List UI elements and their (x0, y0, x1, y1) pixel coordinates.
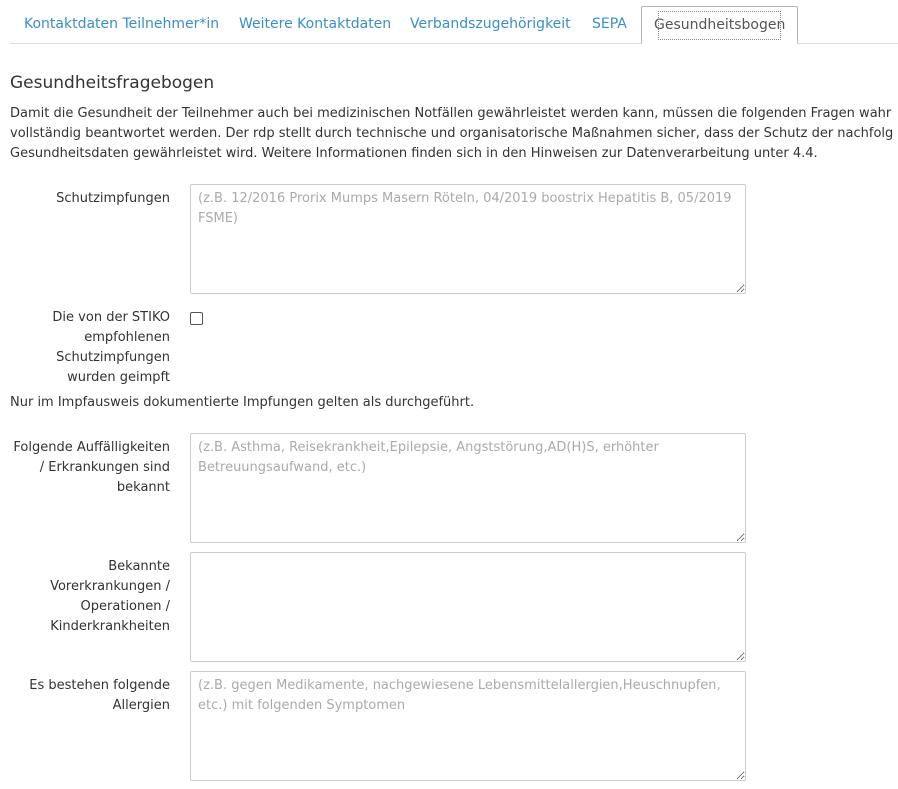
preexisting-label-line: Kinderkrankheiten (50, 619, 170, 634)
tab-weitere-kontaktdaten[interactable]: Weitere Kontaktdaten (239, 16, 392, 32)
stiko-checkbox[interactable] (190, 312, 203, 325)
vaccinations-label (56, 189, 170, 209)
conditions-label-line: Folgende Auffälligkeiten (13, 440, 170, 455)
tab-gesundheitsbogen-label: Gesundheitsbogen (654, 7, 785, 44)
preexisting-label-line: Operationen / (80, 599, 170, 614)
section-title: Gesundheitsfragebogen (10, 73, 215, 93)
preexisting-label-line: Bekannte (108, 559, 170, 574)
tab-bar (10, 6, 898, 44)
intro-text (10, 104, 898, 164)
vaccinations-input[interactable] (190, 184, 746, 294)
allergies-label-line: Es bestehen folgende (29, 678, 170, 693)
preexisting-input[interactable] (190, 552, 746, 662)
conditions-label-line: / Erkrankungen sind (39, 460, 170, 475)
stiko-label-line: wurden geimpft (67, 370, 170, 385)
preexisting-label (50, 557, 170, 637)
tab-sepa[interactable]: SEPA (592, 16, 627, 32)
intro-line: vollständig beantwortet werden. Der rdp stellt durch technische und organisatorische Maßnahmen sicher, dass der Schutz der nachfolg (10, 126, 894, 141)
conditions-label (13, 438, 170, 498)
conditions-input[interactable] (190, 433, 746, 543)
stiko-label-line: empfohlenen (84, 330, 170, 345)
vaccinations-label-text: Schutzimpfungen (56, 191, 170, 206)
conditions-label-line: bekannt (116, 480, 170, 495)
tab-kontaktdaten-teilnehmer[interactable]: Kontaktdaten Teilnehmer*in (24, 16, 220, 32)
stiko-label-line: Schutzimpfungen (56, 350, 170, 365)
tab-verbandszugehoerigkeit[interactable]: Verbandszugehörigkeit (410, 16, 571, 32)
stiko-label-line: Die von der STIKO (52, 310, 170, 325)
intro-line: Gesundheitsdaten gewährleistet wird. Weitere Informationen finden sich in den Hinweisen zur Datenverarbeitung unter 4.4. (10, 146, 818, 161)
vaccination-note: Nur im Impfausweis dokumentierte Impfungen gelten als durchgeführt. (10, 395, 475, 410)
stiko-label (52, 308, 170, 388)
allergies-label (29, 676, 170, 716)
allergies-label-line: Allergien (112, 698, 170, 713)
allergies-input[interactable] (190, 671, 746, 781)
intro-line: Damit die Gesundheit der Teilnehmer auch bei medizinischen Notfällen gewährleistet werden kann, müssen die folgenden Fragen wahr (10, 106, 892, 121)
tab-gesundheitsbogen[interactable] (641, 6, 798, 44)
preexisting-label-line: Vorerkrankungen / (50, 579, 170, 594)
